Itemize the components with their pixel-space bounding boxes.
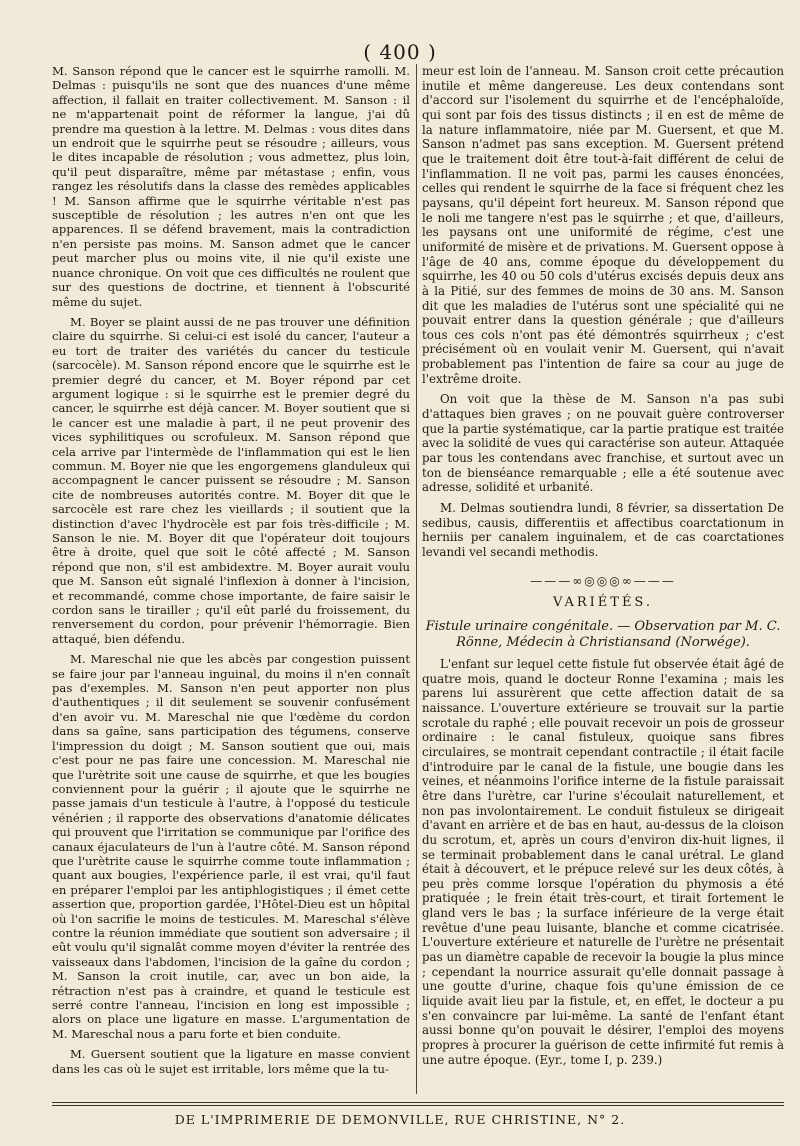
paragraph: L'enfant sur lequel cette fistule fut observée était âgé de quatre mois, quand le docteur Ronne l'examina ; mais les parens lui assurèrent que cette affection datait de sa naissance. L'ouverture extérieure se trouvait sur la partie scrotale du raphé ; elle pouvait recevoir un pois de grosseur ordinaire : le canal fistuleux, quoique sans fibres circulaires, se montrait cependant contractile ; il était facile d'introduire par le canal de la fistule, une bougie dans les veines, et néanmoins l'orifice interne de la fistule paraissait être dans l'urètre, car l'urine s'écoulait naturellement, et non pas involontairement. Le conduit fistuleux se dirigeait d'avant en arrière et de bas en haut, au-dessus de la cloison du scrotum, et, après un cours d'environ dix-huit lignes, il se terminait probablement dans le canal urétral. Le gland était à découvert, et le prépuce relevé sur les deux côtés, à peu près comme lorsque l'opération du phymosis a été pratiquée ; le frein était très-court, et tirait fortement le gland vers le bas ; la surface inférieure de la verge était revêtue d'une peau luisante, blanche et comme cicatrisée. L'ouverture extérieure et naturelle de l'urètre ne présentait pas un diamètre capable de recevoir la bougie la plus mince ; cependant la nourrice assurait qu'elle donnait passage à une goutte d'urine, chaque fois qu'une émission de ce liquide avait lieu par la fistule, et, en effet, le docteur a pu s'en convaincre par lui-même. La santé de l'enfant étant aussi bonne qu'on pouvait le désirer, l'emploi des moyens propres à procurer la guérison de cette infirmité fut remis à une autre époque. (Eyr., tome I, p. 239.)	[422, 656, 784, 1067]
paragraph: M. Sanson répond que le cancer est le squirrhe ramolli. M. Delmas : puisqu'ils ne sont que des nuances d'une même affection, il fallait en traiter collectivement. M. Sanson : il ne m'appartenait point de réformer la langue, j'ai dû prendre ma question à la lettre. M. Delmas : vous dites dans un endroit que le squirrhe peut se résoudre ; ailleurs, vous le dites incapable de résolution ; vous admettez, plus loin, qu'il peut disparaître, même par métastase ; enfin, vous rangez les résolutifs dans la classe des remèdes applicables ! M. Sanson affirme que le squirrhe véritable n'est pas susceptible de résolution ; les autres n'en ont que les apparences. Il se défend bravement, mais la contradiction n'en persiste pas moins. M. Sanson admet que le cancer peut marcher plus ou moins vite, il nie qu'il existe une nuance chronique. On voit que ces difficultés ne roulent que sur des questions de doctrine, et tiennent à l'obscurité même du sujet.	[52, 64, 410, 309]
paragraph: M. Mareschal nie que les abcès par congestion puissent se faire jour par l'anneau inguinal, du moins il n'en connaît pas d'exemples. M. Sanson n'en peut apporter non plus d'authentiques ; il dit seulement se souvenir confusément d'en avoir vu. M. Mareschal nie que l'œdème du cordon dans sa gaîne, sans participation des tégumens, conserve l'impression du doigt ; M. Sanson soutient que oui, mais c'est pour ne pas faire une concession. M. Mareschal nie que l'urètrite soit une cause de squirrhe, et que les bougies conviennent pour la guérir ; il ajoute que le squirrhe ne passe jamais d'un testicule à l'autre, à l'opposé du testicule vénérien ; il rapporte des observations d'anatomie délicates qui prouvent que l'irritation se communique par l'orifice des canaux éjaculateurs de l'un à l'autre côté. M. Sanson répond que l'urètrite cause le squirrhe comme toute inflammation ; quant aux bougies, l'expérience parle, il est vrai, qu'il faut en préparer l'emploi par les antiphlogistiques ; il émet cette assertion que, proportion gardée, l'Hôtel-Dieu est un hôpital où l'on sacrifie le moins de testicules. M. Mareschal s'élève contre la réunion immédiate que soutient son adversaire ; il eût voulu qu'il signalât comme moyen d'éviter la rentrée des vaisseaux dans l'abdomen, l'incision de la gaîne du cordon ; M. Sanson la croit inutile, car, avec un bon aide, la rétraction n'est pas à craindre, et quand le testicule est serré contre l'anneau, l'incision en long est impossible ; alors on place une ligature en masse. L'argumentation de M. Mareschal nous a paru forte et bien conduite.	[52, 652, 410, 1041]
paragraph: On voit que la thèse de M. Sanson n'a pas subi d'attaques bien graves ; on ne pouvait guère controverser que la partie systématique, car la partie pratique est traitée avec la solidité de vues qui caractérise son auteur. Attaquée par tous les contendans avec franchise, et surtout avec un ton de bienséance remarquable ; elle a été soutenue avec adresse, solidité et urbanité.	[422, 392, 784, 495]
article-subtitle: Fistule urinaire congénitale. — Observation par M. C. Rönne, Médecin à Christiansand (Norwége).	[425, 618, 781, 650]
paragraph: M. Boyer se plaint aussi de ne pas trouver une définition claire du squirrhe. Si celui-ci est isolé du cancer, l'auteur a eu tort de traiter des variétés du cancer du testicule (sarcocèle). M. Sanson répond encore que le squirrhe est le premier degré du cancer, et M. Boyer répond par cet argument logique : si le squirrhe est le premier degré du cancer, le squirrhe est déjà cancer. M. Boyer soutient que si le cancer est une maladie à part, il ne peut provenir des vices syphilitiques ou scrofuleux. M. Sanson répond que cela arrive par l'intermède de l'inflammation qui est le lien commun. M. Boyer nie que les engorgemens glanduleux qui accompagnent le cancer puissent se résoudre ; M. Sanson cite de nombreuses autorités contre. M. Boyer dit que le sarcocèle est rare chez les vieillards ; il soutient que la distinction d'avec l'hydrocèle est par fois très-difficile ; M. Sanson le nie. M. Boyer dit que l'opérateur doit toujours être à droite, quel que soit le côté affecté ; M. Sanson répond que non, s'il est ambidextre. M. Boyer aurait voulu que M. Sanson eût signalé l'inflexion à donner à l'incision, et recommandé, comme chose importante, de faire saisir le cordon sans le tirailler ; qu'il eût parlé du froissement, du renversement du cordon, pour prévenir l'hémorragie. Bien attaqué, bien défendu.	[52, 314, 410, 646]
ornament-divider: ———∞◎◎◎∞———	[530, 573, 676, 588]
paragraph: M. Delmas soutiendra lundi, 8 février, sa dissertation De sedibus, causis, differentiis et affectibus coarctationum in herniis per canalem inguinalem, et de cas coarctationes levandi vel secandi methodis.	[422, 501, 784, 559]
column-divider	[416, 64, 417, 1094]
paragraph: meur est loin de l'anneau. M. Sanson croit cette précaution inutile et même dangereuse. Les deux contendans sont d'accord sur l'isolement du squirrhe et de l'encéphaloïde, qui sont par fois des tissus distincts ; il en est de même de la nature inflammatoire, niée par M. Guersent, et que M. Sanson n'admet pas sans exception. M. Guersent prétend que le traitement doit être tout-à-fait différent de celui de l'inflammation. Il ne voit pas, parmi les causes énoncées, celles qui rendent le squirrhe de la face si fréquent chez les paysans, qu'il dépeint fort heureux. M. Sanson répond que le noli me tangere n'est pas le squirrhe ; et que, d'ailleurs, les paysans ont une uniformité de régime, c'est une uniformité de misère et de privations. M. Guersent oppose à l'âge de 40 ans, comme époque du développement du squirrhe, les 40 ou 50 cols d'utérus excisés depuis deux ans à la Pitié, sur des femmes de moins de 30 ans. M. Sanson dit que les maladies de l'utérus sont une spécialité qui ne pouvait entrer dans la question générale ; que d'ailleurs tous ces cols n'ont pas été démontrés squirrheux ; c'est précisément où en voulait venir M. Guersent, qui n'avait probablement pas l'intention de faire sa cour au juge de l'extrême droite.	[422, 64, 784, 386]
page-number: ( 400 )	[363, 40, 437, 64]
printer-imprint: DE L'IMPRIMERIE DE DEMONVILLE, RUE CHRISTINE, N° 2.	[174, 1112, 626, 1127]
footer-rule	[52, 1102, 784, 1103]
left-column	[52, 64, 410, 1082]
paragraph: M. Guersent soutient que la ligature en masse convient dans les cas où le sujet est irritable, lors même que la tu-	[52, 1047, 410, 1076]
section-title: VARIÉTÉS.	[552, 595, 654, 611]
right-column	[422, 64, 784, 1073]
footer-rule	[52, 1105, 784, 1106]
